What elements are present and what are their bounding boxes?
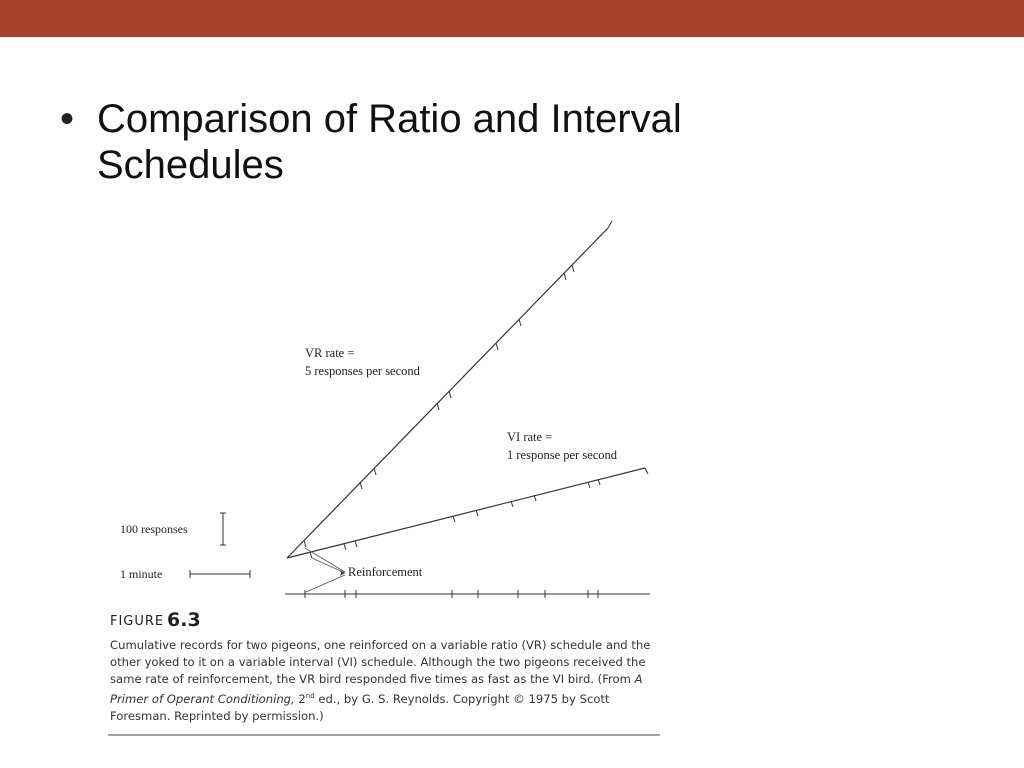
vr-tick (360, 482, 362, 489)
caption-text-part1: Cumulative records for two pigeons, one reinforced on a variable ratio (VR) schedule and the other yoked to it on a variable interval (VI) schedule. Although the two pigeons received the same rate of reinforcement, the VR bird responded five times as fast as the VI bird. (From (110, 638, 651, 686)
caption-text-part2: ed., by G. S. Reynolds. Copyright © 1975 by Scott Foresman. Reprinted by permission.) (110, 691, 610, 723)
responses-scale-label: 100 responses (120, 522, 188, 536)
vr-tick (572, 265, 574, 272)
caption-book-title: A Primer of Operant Conditioning, (110, 672, 643, 706)
vr-record-line (287, 228, 608, 558)
vr-tick (496, 343, 498, 350)
vr-rate-label-line1: VR rate = (305, 346, 355, 360)
figure-number: 6.3 (167, 609, 201, 631)
vr-tick (449, 391, 451, 398)
vr-tick (374, 468, 376, 475)
caption-edition-number: 2 (294, 691, 306, 706)
vr-tick (304, 540, 306, 547)
vi-tick (355, 541, 357, 547)
reinforcement-label: Reinforcement (348, 565, 423, 579)
minute-scale-label: 1 minute (120, 567, 163, 581)
vr-record-end-tick (608, 221, 612, 228)
vi-record-end-tick (645, 468, 648, 474)
vr-tick (437, 403, 439, 410)
figure-word: FIGURE (110, 614, 165, 629)
figure-caption (110, 637, 670, 725)
vr-tick (564, 273, 566, 280)
vi-tick (476, 510, 478, 516)
pointer-line (305, 548, 345, 572)
caption-edition-superscript: nd (305, 692, 315, 700)
vi-rate-label-line2: 1 response per second (507, 448, 618, 462)
vi-rate-label-line1: VI rate = (507, 430, 553, 444)
pointer-line (306, 575, 345, 592)
vr-reinforcement-ticks (304, 265, 574, 547)
vi-tick (344, 544, 346, 550)
vr-rate-label-line2: 5 responses per second (305, 364, 420, 378)
vr-tick (519, 319, 521, 326)
vi-tick (588, 482, 590, 488)
pointer-line (312, 558, 345, 573)
bullet-dot: • (60, 97, 75, 141)
vi-tick (310, 552, 312, 558)
slide-title-text: Comparison of Ratio and Interval Schedules (96, 97, 682, 187)
vi-record-line (287, 468, 645, 558)
vi-tick (453, 516, 455, 522)
